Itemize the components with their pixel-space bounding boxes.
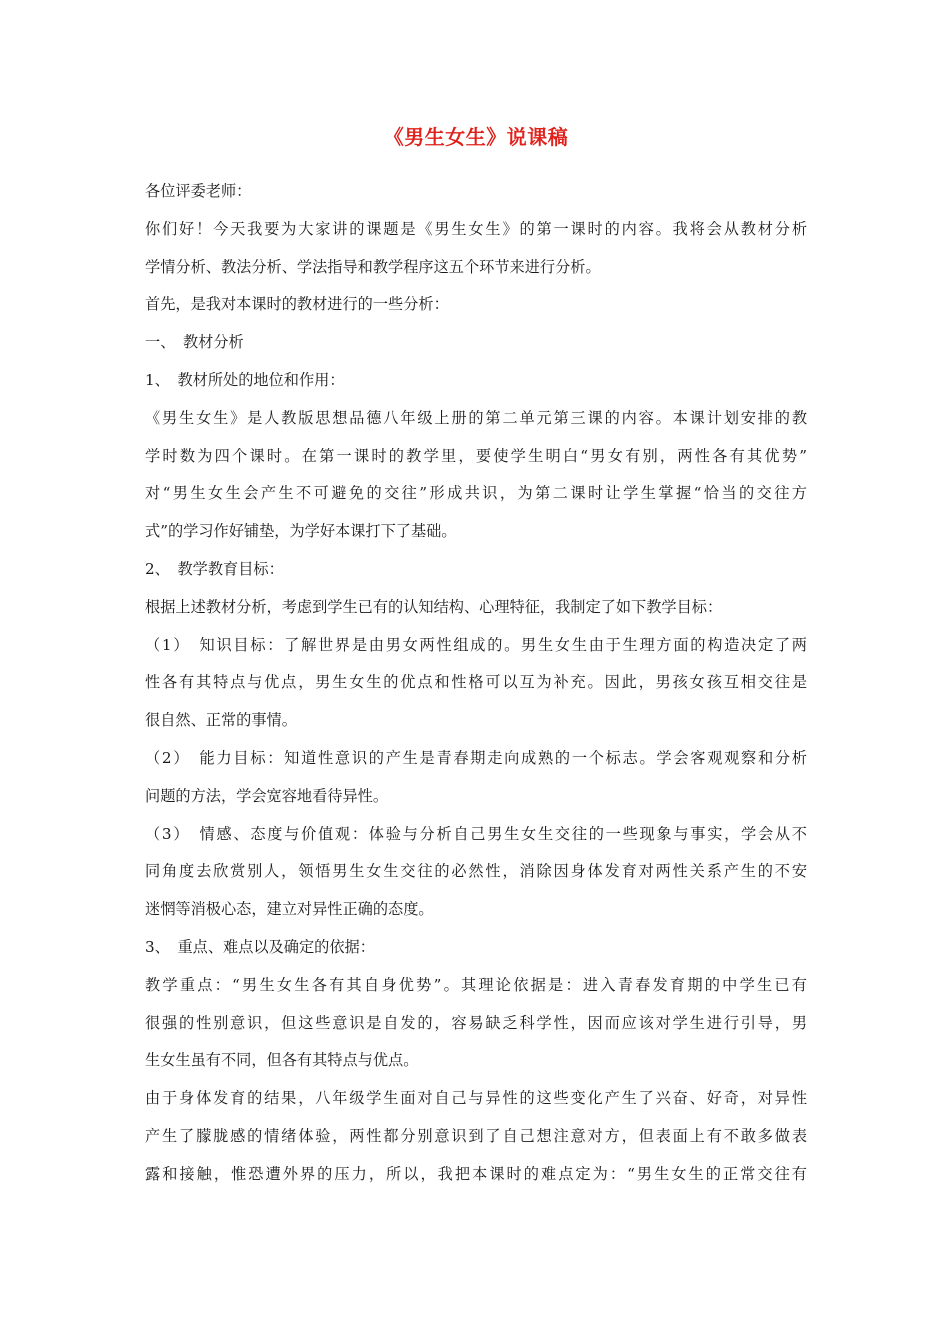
paragraph-line: 根据上述教材分析，考虑到学生已有的认知结构、心理特征，我制定了如下教学目标：	[145, 597, 723, 616]
paragraph-line: 生女生虽有不同，但各有其特点与优点。	[145, 1051, 419, 1070]
paragraph-line: 学时数为四个课时。在第一课时的教学里，要使学生明白“男女有别，两性各有其优势”	[145, 446, 807, 465]
paragraph-line: （2） 能力目标：知道性意识的产生是青春期走向成熟的一个标志。学会客观观察和分析	[145, 748, 807, 767]
paragraph-line: （3） 情感、态度与价值观：体验与分析自己男生女生交往的一些现象与事实，学会从不	[145, 824, 807, 843]
paragraph-line: （1） 知识目标：了解世界是由男女两性组成的。男生女生由于生理方面的构造决定了两	[145, 635, 807, 654]
paragraph-line: 学情分析、教法分析、学法指导和教学程序这五个环节来进行分析。	[145, 257, 601, 276]
document-title: 《男生女生》说课稿	[383, 125, 569, 149]
paragraph-line: 你们好！今天我要为大家讲的课题是《男生女生》的第一课时的内容。我将会从教材分析	[145, 219, 807, 238]
paragraph-line: 产生了朦胧感的情绪体验，两性都分别意识到了自己想注意对方，但表面上有不敢多做表	[145, 1126, 807, 1145]
paragraph-line: 2、 教学教育目标：	[145, 559, 284, 578]
paragraph-line: 露和接触，惟恐遭外界的压力，所以，我把本课时的难点定为：“男生女生的正常交往有	[145, 1164, 807, 1183]
document-body	[145, 173, 807, 1194]
paragraph-line: 一、 教材分析	[145, 333, 244, 352]
paragraph-line: 迷惘等消极心态，建立对异性正确的态度。	[145, 900, 434, 919]
paragraph-line: 同角度去欣赏别人，领悟男生女生交往的必然性，消除因身体发育对两性关系产生的不安	[145, 862, 807, 881]
paragraph-line: 很自然、正常的事情。	[145, 711, 297, 730]
paragraph-line: 教学重点：“男生女生各有其自身优势”。其理论依据是：进入青春发育期的中学生已有	[145, 975, 807, 994]
paragraph-line: 问题的方法，学会宽容地看待异性。	[145, 786, 388, 805]
paragraph-line: 1、 教材所处的地位和作用：	[145, 370, 345, 389]
paragraph-line: 很强的性别意识，但这些意识是自发的，容易缺乏科学性，因而应该对学生进行引导，男	[145, 1013, 807, 1032]
paragraph-line: 《男生女生》是人教版思想品德八年级上册的第二单元第三课的内容。本课计划安排的教	[145, 408, 807, 427]
paragraph-line: 由于身体发育的结果，八年级学生面对自己与异性的这些变化产生了兴奋、好奇，对异性	[145, 1089, 807, 1108]
paragraph-line: 式”的学习作好铺垫，为学好本课打下了基础。	[145, 522, 457, 541]
paragraph-line: 性各有其特点与优点，男生女生的优点和性格可以互为补充。因此，男孩女孩互相交往是	[145, 673, 807, 692]
paragraph-line: 各位评委老师：	[145, 182, 252, 200]
paragraph-line: 首先，是我对本课时的教材进行的一些分析：	[145, 295, 449, 314]
paragraph-line: 3、 重点、难点以及确定的依据：	[145, 937, 375, 956]
paragraph-line: 对“男生女生会产生不可避免的交往”形成共识，为第二课时让学生掌握“恰当的交往方	[145, 484, 807, 503]
